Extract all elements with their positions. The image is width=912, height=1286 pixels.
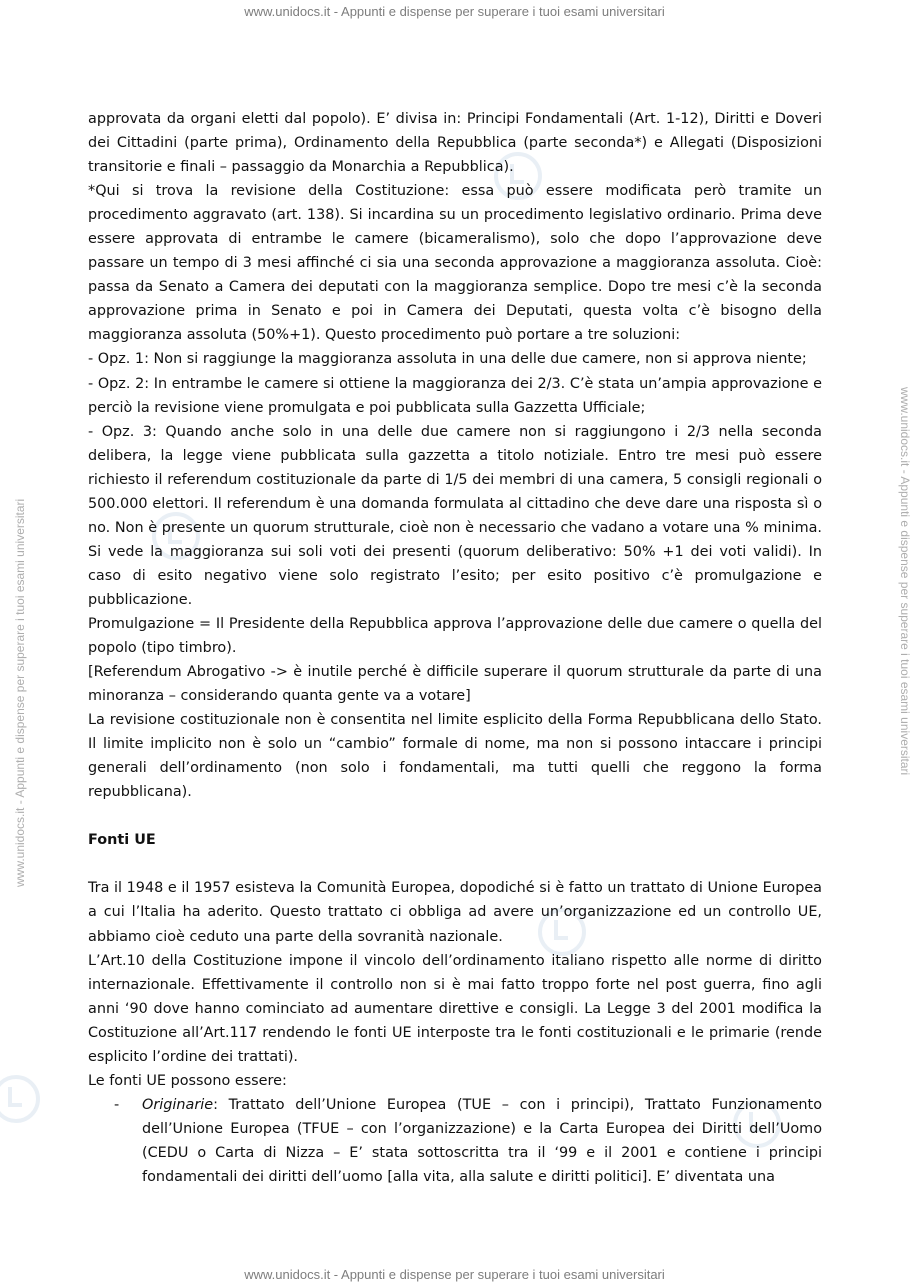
watermark-logo-icon <box>0 1075 40 1123</box>
list-item <box>88 1093 822 1189</box>
paragraph: [Referendum Abrogativo -> è inutile perché è difficile superare il quorum strutturale da parte di una minoranza – considerando quanta gente va a votare] <box>88 664 822 705</box>
paragraph: *Qui si trova la revisione della Costituzione: essa può essere modificata però tramite un procedimento aggravato (art. 138). Si incardina su un procedimento legislativo ordinario. Prima deve essere approvata di entrambe le camere (bicameralismo), solo che dopo l’approvazione deve passare un tempo di 3 mesi affinché ci sia una seconda approvazione a maggioranza assoluta. Cioè: passa da Senato a Camera dei deputati con la maggioranza semplice. Dopo tre mesi c’è la seconda approvazione prima in Senato e poi in Camera dei Deputati, questa volta c’è bisogno della maggioranza assoluta (50%+1). Questo procedimento può portare a tre soluzioni: <box>88 183 822 344</box>
list-item-term: Originarie <box>142 1096 214 1113</box>
sources-list <box>88 1093 822 1189</box>
side-watermark-left: www.unidocs.it - Appunti e dispense per superare i tuoi esami universitari <box>13 498 27 887</box>
header-watermark: www.unidocs.it - Appunti e dispense per superare i tuoi esami universitari <box>244 4 665 19</box>
paragraph: Promulgazione = Il Presidente della Repubblica approva l’approvazione delle due camere o quella del popolo (tipo timbro). <box>88 615 822 657</box>
paragraph: - Opz. 1: Non si raggiunge la maggioranza assoluta in una delle due camere, non si approva niente; <box>88 351 807 368</box>
paragraph: La revisione costituzionale non è consentita nel limite esplicito della Forma Repubblicana dello Stato. Il limite implicito non è solo un “cambio” formale di nome, ma non si possono intaccare i principi generali dell’ordinamento (non solo i fondamentali, ma tutti quelli che reggono la forma repubblicana). <box>88 712 822 801</box>
section-heading: Fonti UE <box>88 832 156 849</box>
side-watermark-right: www.unidocs.it - Appunti e dispense per superare i tuoi esami universitari <box>898 387 912 776</box>
list-item-text: : Trattato dell’Unione Europea (TUE – con i principi), Trattato Funzionamento dell’Unione Europea (TFUE – con l’organizzazione) e la Carta Europea dei Diritti dell’Uomo (CEDU o Carta di Nizza – E’ stata sottoscritta tra il ‘99 e il 2001 e contiene i principi fondamentali dei diritti dell’uomo [alla vita, alla salute e diritti politici]. E’ diventata una <box>142 1096 822 1185</box>
paragraph: approvata da organi eletti dal popolo). E’ divisa in: Principi Fondamentali (Art. 1-12), Diritti e Doveri dei Cittadini (parte prima), Ordinamento della Repubblica (parte seconda*) e Allegati (Disposizioni transitorie e finali – passaggio da Monarchia a Repubblica). <box>88 111 822 176</box>
paragraph: - Opz. 2: In entrambe le camere si ottiene la maggioranza dei 2/3. C’è stata un’ampia approvazione e perciò la revisione viene promulgata e poi pubblicata sulla Gazzetta Ufficiale; <box>88 375 822 416</box>
footer-watermark: www.unidocs.it - Appunti e dispense per superare i tuoi esami universitari <box>244 1267 665 1282</box>
paragraph: Tra il 1948 e il 1957 esisteva la Comunità Europea, dopodiché si è fatto un trattato di Unione Europea a cui l’Italia ha aderito. Questo trattato ci obbliga ad avere un’organizzazione ed un controllo UE, abbiamo cioè ceduto una parte della sovranità nazionale. <box>88 880 822 945</box>
list-bullet: - <box>114 1096 120 1113</box>
document-body <box>88 107 822 1189</box>
paragraph: Le fonti UE possono essere: <box>88 1072 287 1089</box>
paragraph: L’Art.10 della Costituzione impone il vincolo dell’ordinamento italiano rispetto alle norme di diritto internazionale. Effettivamente il controllo non si è mai fatto troppo forte nel post guerra, fino agli anni ‘90 dove hanno cominciato ad aumentare direttive e consigli. La Legge 3 del 2001 modifica la Costituzione all’Art.117 rendendo le fonti UE interposte tra le fonti costituzionali e le primarie (rende esplicito l’ordine dei trattati). <box>88 952 822 1065</box>
paragraph: - Opz. 3: Quando anche solo in una delle due camere non si raggiungono i 2/3 nella seconda delibera, la legge viene pubblicata sulla gazzetta a titolo notiziale. Entro tre mesi può essere richiesto il referendum costituzionale da parte di 1/5 dei membri di una camera, 5 consigli regionali o 500.000 elettori. Il referendum è una domanda formulata al cittadino che deve dare una risposta sì o no. Non è presente un quorum strutturale, cioè non è necessario che vadano a votare una % minima. Si vede la maggioranza sui soli voti dei presenti (quorum deliberativo: 50% +1 dei voti validi). In caso di esito negativo viene solo registrato l’esito; per esito positivo c’è promulgazione e pubblicazione. <box>88 423 822 608</box>
